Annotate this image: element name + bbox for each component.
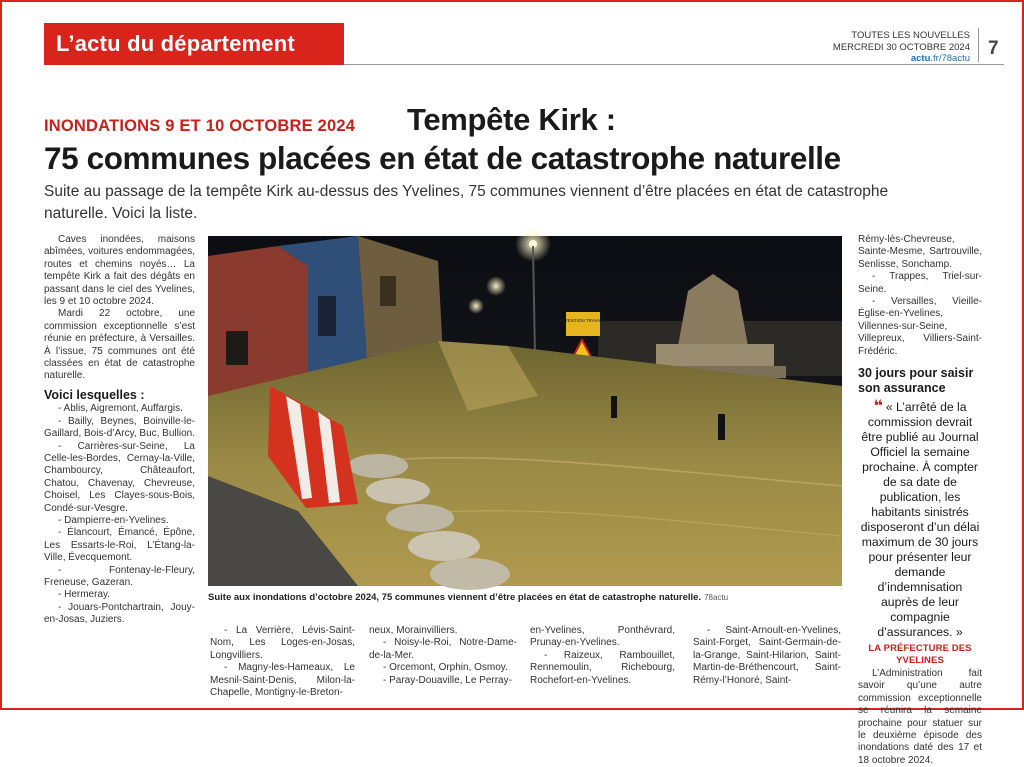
body-paragraph: L’Administration fait savoir qu’une autre commission exceptionnelle se réunira la semaine prochaine pour statuer sur le deuxième épisode des inondations daté des 17 et 18 octobre 2024. (858, 667, 982, 766)
page-separator (978, 28, 979, 62)
commune-list-item: - Élancourt, Émancé, Épône, Les Essarts-le-Roi, L’Étang-la-Ville, Évecquemont. (44, 527, 195, 564)
commune-list-item: - Versailles, Vieille-Église-en-Yvelines, Villennes-sur-Seine, Villepreux, Villiers-Saint-Frédéric. (858, 296, 982, 357)
quote-mark-icon: ❝ (873, 398, 883, 416)
photo-caption (208, 592, 842, 603)
commune-list-item: neux, Morainvilliers. (369, 625, 458, 636)
masthead-info (833, 30, 970, 65)
kicker: INONDATIONS 9 ET 10 OCTOBRE 2024 (44, 117, 356, 135)
site-link[interactable] (833, 53, 970, 65)
site-main: actu (910, 53, 931, 64)
commune-list-item: - Noisy-le-Roi, Notre-Dame-de-la-Mer. (369, 637, 517, 661)
bottom-column-1 (210, 625, 355, 699)
commune-list-item: - Hermeray. (58, 589, 111, 601)
caption-text: Suite aux inondations d’octobre 2024, 75 communes viennent d’être placées en état de catastrophe naturelle. (208, 592, 702, 603)
left-column (44, 234, 195, 627)
commune-list-item: - Jouars-Pontchartrain, Jouy-en-Josas, Juziers. (44, 601, 195, 626)
commune-list-item: - Saint-Arnoult-en-Yvelines, Saint-Forget, Saint-Germain-de-la-Grange, Saint-Hilarion, Saint-Martin-de-Bréthencourt, Saint-Rémy-l’Honoré, Saint- (693, 625, 841, 686)
commune-list-item: - La Verrière, Lévis-Saint-Nom, Les Loges-en-Josas, Longvilliers. (210, 625, 355, 661)
bottom-column-4 (693, 625, 841, 687)
bottom-column-2 (369, 625, 517, 687)
commune-list-item: Rémy-lès-Chevreuse, Sainte-Mesme, Sartrouville, Senlisse, Sonchamp. (858, 234, 982, 270)
commune-list-item: - Carrières-sur-Seine, La Celle-les-Bordes, Cernay-la-Ville, Chambourcy, Châteaufort, Chatou, Chavenay, Chevreuse, Choisel, Les Clayes-sous-Bois, Condé-sur-Vesgre. (44, 440, 195, 514)
bottom-column-3 (530, 625, 675, 687)
flood-photo (208, 236, 842, 586)
body-paragraph: Mardi 22 octobre, une commission exceptionnelle s’est réunie en préfecture, à Versailles. À l’issue, 75 communes ont été classées en état de catastrophe naturelle. (44, 308, 195, 382)
photo-sign-text: ATTENTION TRAVAUX (559, 318, 607, 323)
body-paragraph: Caves inondées, maisons abîmées, voitures endommagées, routes et chemins noyés… La tempête Kirk a fait des dégâts en passant dans le ciel des Yvelines, les 9 et 10 octobre 2024. (44, 234, 195, 308)
photo-credit: 78actu (704, 593, 729, 602)
flood-photo-illustration (208, 236, 842, 586)
headline-line-2: 75 communes placées en état de catastrophe naturelle (44, 140, 841, 176)
site-tail: .fr/78actu (930, 53, 970, 64)
standfirst: Suite au passage de la tempête Kirk au-dessus des Yvelines, 75 communes viennent d’être placées en état de catastrophe naturelle. Voici la liste. (44, 183, 889, 222)
page-number: 7 (988, 38, 999, 59)
section-subhead: 30 jours pour saisir son assurance (858, 366, 974, 396)
pull-quote (858, 400, 982, 640)
commune-list-item: - Trappes, Triel-sur-Seine. (858, 271, 982, 295)
headline-line-1: Tempête Kirk : (407, 102, 616, 137)
commune-list-item: - Ablis, Aigremont, Auffargis. (58, 403, 183, 415)
commune-list-item: - Dampierre-en-Yvelines. (58, 514, 169, 526)
commune-list-item: - Bailly, Beynes, Boinville-le-Gaillard, Bois-d’Arcy, Buc, Bullion. (44, 415, 195, 440)
commune-list-item: - Orcemont, Orphin, Osmoy. (383, 662, 508, 674)
right-column (858, 234, 982, 767)
section-rubric: L’actu du département (44, 23, 344, 65)
commune-list-item: - Magny-les-Hameaux, Le Mesnil-Saint-Denis, Milon-la-Chapelle, Montigny-le-Breton- (210, 662, 355, 699)
commune-list-item: - Raizeux, Rambouillet, Rennemoulin, Richebourg, Rochefort-en-Yvelines. (530, 649, 675, 686)
commune-list-item: en-Yvelines, Ponthévrard, Prunay-en-Yvelines. (530, 625, 675, 649)
issue-date: MERCREDI 30 OCTOBRE 2024 (832, 41, 970, 53)
list-subhead: Voici lesquelles : (44, 387, 145, 402)
commune-list-item: - Fontenay-le-Fleury, Freneuse, Gazeran. (44, 564, 195, 588)
quote-text: « L’arrêté de la commission devrait être publié au Journal Officiel la semaine prochaine. À compter de sa date de publication, les habitants sinistrés disposeront d’un délai maximum de 30 jours pour présenter leur demande d’indemnisation auprès de leur compagnie d’assurances. » (860, 400, 980, 640)
commune-list-item: - Paray-Douaville, Le Perray- (383, 674, 512, 686)
paper-name: TOUTES LES NOUVELLES (851, 30, 970, 41)
quote-source: LA PRÉFECTURE DES YVELINES (868, 643, 972, 667)
